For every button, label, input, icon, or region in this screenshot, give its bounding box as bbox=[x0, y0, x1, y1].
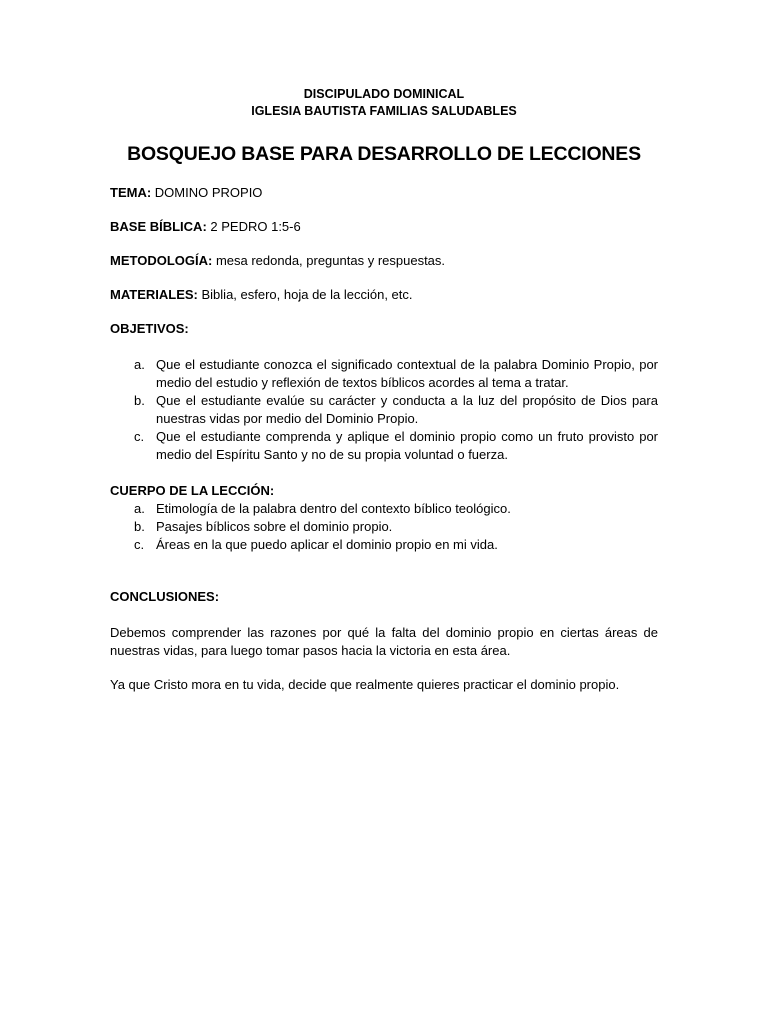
page-title: BOSQUEJO BASE PARA DESARROLLO DE LECCIONES bbox=[127, 143, 641, 165]
list-marker: c. bbox=[134, 429, 145, 444]
field-materiales-label: MATERIALES: bbox=[110, 287, 198, 302]
field-tema bbox=[110, 184, 658, 202]
list-item bbox=[110, 536, 658, 554]
objectives-section bbox=[110, 320, 658, 464]
list-item-text: Etimología de la palabra dentro del contexto bíblico teológico. bbox=[156, 501, 511, 516]
conclusions-heading: CONCLUSIONES: bbox=[110, 589, 220, 604]
field-materiales-value: Biblia, esfero, hoja de la lección, etc. bbox=[201, 287, 413, 302]
document-content bbox=[110, 86, 658, 694]
lesson-body-section bbox=[110, 482, 658, 554]
objectives-list bbox=[110, 356, 658, 464]
header-ministry: DISCIPULADO DOMINICAL bbox=[303, 87, 465, 101]
list-item bbox=[110, 356, 658, 392]
list-item-text: Que el estudiante evalúe su carácter y conducta a la luz del propósito de Dios para nuestras vidas por medio del Dominio Propio. bbox=[156, 393, 658, 426]
conclusion-paragraph: Debemos comprender las razones por qué la falta del dominio propio en ciertas áreas de nuestras vidas, para luego tomar pasos hacia la victoria en esta área. bbox=[110, 625, 658, 658]
field-tema-label: TEMA: bbox=[110, 185, 152, 200]
list-marker: b. bbox=[134, 519, 145, 534]
header-church: IGLESIA BAUTISTA FAMILIAS SALUDABLES bbox=[251, 104, 517, 118]
field-base-biblica-label: BASE BÍBLICA: bbox=[110, 219, 207, 234]
field-metodologia bbox=[110, 252, 658, 270]
list-marker: b. bbox=[134, 393, 145, 408]
list-marker: a. bbox=[134, 501, 145, 516]
objectives-heading: OBJETIVOS: bbox=[110, 321, 189, 336]
field-metodologia-label: METODOLOGÍA: bbox=[110, 253, 213, 268]
list-item bbox=[110, 518, 658, 536]
field-base-biblica bbox=[110, 218, 658, 236]
list-item bbox=[110, 392, 658, 428]
lesson-body-heading: CUERPO DE LA LECCIÓN: bbox=[110, 483, 275, 498]
list-item-text: Que el estudiante conozca el significado contextual de la palabra Dominio Propio, por medio del estudio y reflexión de textos bíblicos acordes al tema a tratar. bbox=[156, 357, 658, 390]
lesson-body-list bbox=[110, 500, 658, 554]
field-base-biblica-value: 2 PEDRO 1:5-6 bbox=[210, 219, 301, 234]
list-item-text: Áreas en la que puedo aplicar el dominio propio en mi vida. bbox=[156, 537, 498, 552]
list-marker: c. bbox=[134, 537, 145, 552]
conclusion-paragraph: Ya que Cristo mora en tu vida, decide que realmente quieres practicar el dominio propio. bbox=[110, 677, 620, 692]
field-metodologia-value: mesa redonda, preguntas y respuestas. bbox=[215, 253, 446, 268]
list-item-text: Pasajes bíblicos sobre el dominio propio. bbox=[156, 519, 393, 534]
field-tema-value: DOMINO PROPIO bbox=[154, 185, 263, 200]
list-item bbox=[110, 500, 658, 518]
list-item-text: Que el estudiante comprenda y aplique el dominio propio como un fruto provisto por medio del Espíritu Santo y no de su propia voluntad o fuerza. bbox=[156, 429, 658, 462]
field-materiales bbox=[110, 286, 658, 304]
list-marker: a. bbox=[134, 357, 145, 372]
list-item bbox=[110, 428, 658, 464]
